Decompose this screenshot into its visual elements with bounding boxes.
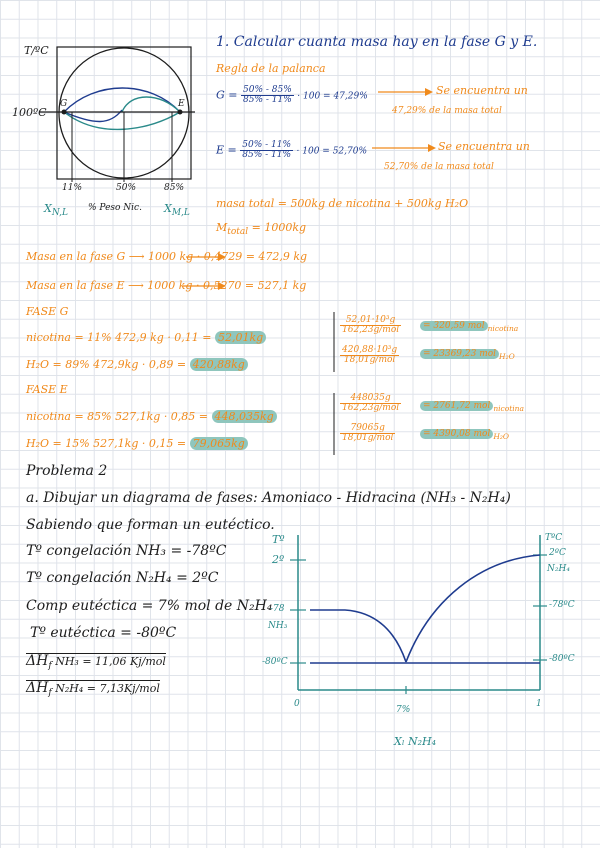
diagram2-left-m78: -78 — [270, 604, 285, 614]
section1-title: 1. Calcular cuanta masa hay en la fase G y E. — [216, 34, 538, 50]
e-nicotina: nicotina = 85% 527,1kg · 0,85 = 448,035kg — [26, 411, 277, 422]
problem2-c2: Tº congelación N₂H₄ = 2ºC — [26, 570, 219, 586]
g-formula: G = $\frac{50\% - 85\%}{85\% - 11\%}$ · 100 = 47,29% — [216, 85, 368, 105]
problem2-c4: Tº eutéctica = -80ºC — [30, 625, 177, 641]
diagram2-left-nh3: NH₃ — [268, 621, 288, 631]
problem2-b: Sabiendo que forman un eutéctico. — [26, 517, 275, 533]
diagram1-teal-curve — [64, 112, 180, 129]
e-formula: E = $\frac{50\% - 11\%}{85\% - 11\%}$ · 100 = 52,70% — [216, 140, 368, 160]
g-h2o-frac: $\frac{\text{420,88·10³g}}{\text{18,01g/mol}}$ — [342, 345, 398, 365]
diagram2-liquidus-left — [310, 610, 406, 662]
diagram2-left-axis-label: Tº — [272, 533, 285, 546]
diagram2-right-m78: -78ºC — [549, 600, 575, 610]
problem2-c3: Comp eutéctica = 7% mol de N₂H₄ — [26, 598, 273, 614]
problem2-title: Problema 2 — [26, 463, 108, 479]
g-h2o-result: = 23369,23 mol $_{H_2O}$ — [420, 350, 515, 360]
e-h2o-result: = 4390,08 mol $_{H_2O}$ — [420, 430, 509, 440]
fase-e-heading: FASE E — [26, 383, 68, 396]
e-nic-frac: $\frac{448035g}{\text{162,23g/mol}}$ — [342, 393, 400, 413]
diagram2-left-m80: -80ºC — [262, 657, 288, 667]
e-nic-result: = 2761,72 mol $_{nicotina}$ — [420, 402, 524, 412]
mtotal: $M_{total} = 1000kg$ — [216, 221, 307, 238]
g-h2o: H₂O = 89% 472,9kg · 0,89 = 420,88kg — [26, 359, 248, 370]
diagram2-right-axis-label: TºC — [545, 533, 563, 543]
diagram1-axis-label: T/ºC — [24, 44, 49, 57]
diagram1-temp-label: 100ºC — [12, 106, 47, 119]
total-line: masa total = 500kg de nicotina + 500kg H₂O — [216, 197, 469, 210]
diagram1-point-e — [178, 110, 183, 115]
diagram1-point-g-label: G — [60, 99, 68, 109]
e-note-1: Se encuentra un — [438, 140, 530, 153]
problem2-c5: $\Delta H_f$ NH₃ = 11,06 Kj/mol — [26, 653, 166, 672]
diagram1-label-peso: % Peso Nic. — [88, 203, 142, 213]
g-note-1: Se encuentra un — [436, 84, 528, 97]
diagram2-xlabel: Xₗ N₂H₄ — [394, 735, 437, 748]
diagram2-x0: 0 — [294, 699, 300, 709]
g-nic-frac: $\frac{\text{52,01·10³g}}{\text{162,23g/mol}}$ — [342, 315, 400, 335]
diagram2-left-2: 2º — [272, 553, 285, 566]
problem2-c6: $\Delta H_f$ N₂H₄ = 7,13Kj/mol — [26, 680, 160, 699]
g-note-2: 47,29% de la masa total — [392, 106, 502, 116]
diagram2-x7: 7% — [396, 705, 411, 715]
problem2-c1: Tº congelación NH₃ = -78ºC — [26, 543, 227, 559]
diagram2-right-n2h4: N₂H₄ — [547, 564, 570, 574]
diagram2-right-m80: -80ºC — [549, 654, 575, 664]
e-h2o-frac: $\frac{79065g}{\text{18,01g/mol}}$ — [342, 423, 394, 443]
e-h2o: H₂O = 15% 527,1kg · 0,15 = 79,065kg — [26, 438, 248, 449]
diagram2-right-2: 2ºC — [549, 548, 566, 558]
diagram1-tick-11: 11% — [62, 183, 83, 193]
e-note-2: 52,70% de la masa total — [384, 162, 494, 172]
diagram1-tick-85: 85% — [164, 183, 185, 193]
diagram1-point-e-label: E — [178, 99, 185, 109]
mass-e: Masa en la fase E ⟶ 1000 kg · 0,5270 = 527,1 kg — [26, 279, 307, 292]
diagram1-point-g — [62, 110, 67, 115]
fase-g-heading: FASE G — [26, 305, 69, 318]
mass-g: Masa en la fase G ⟶ 1000 kg · 0,4729 = 472,9 kg — [26, 250, 308, 263]
diagram1-tick-50: 50% — [116, 183, 137, 193]
g-nicotina: nicotina = 11% 472,9 kg · 0,11 = 52,01kg — [26, 332, 266, 343]
diagram1-teal-curve-up — [122, 97, 180, 112]
diagram1-label-xm: $X_{M,L}$ — [164, 202, 190, 219]
diagram2-liquidus-right — [406, 555, 540, 662]
g-nic-result: = 320,59 mol $_{nicotina}$ — [420, 322, 518, 332]
problem2-a: a. Dibujar un diagrama de fases: Amoniaco - Hidracina (NH₃ - N₂H₄) — [26, 490, 511, 506]
section1-rule: Regla de la palanca — [216, 62, 326, 75]
diagram1-label-xn: $X_{N,L}$ — [44, 202, 68, 219]
diagram2-x1: 1 — [536, 699, 542, 709]
